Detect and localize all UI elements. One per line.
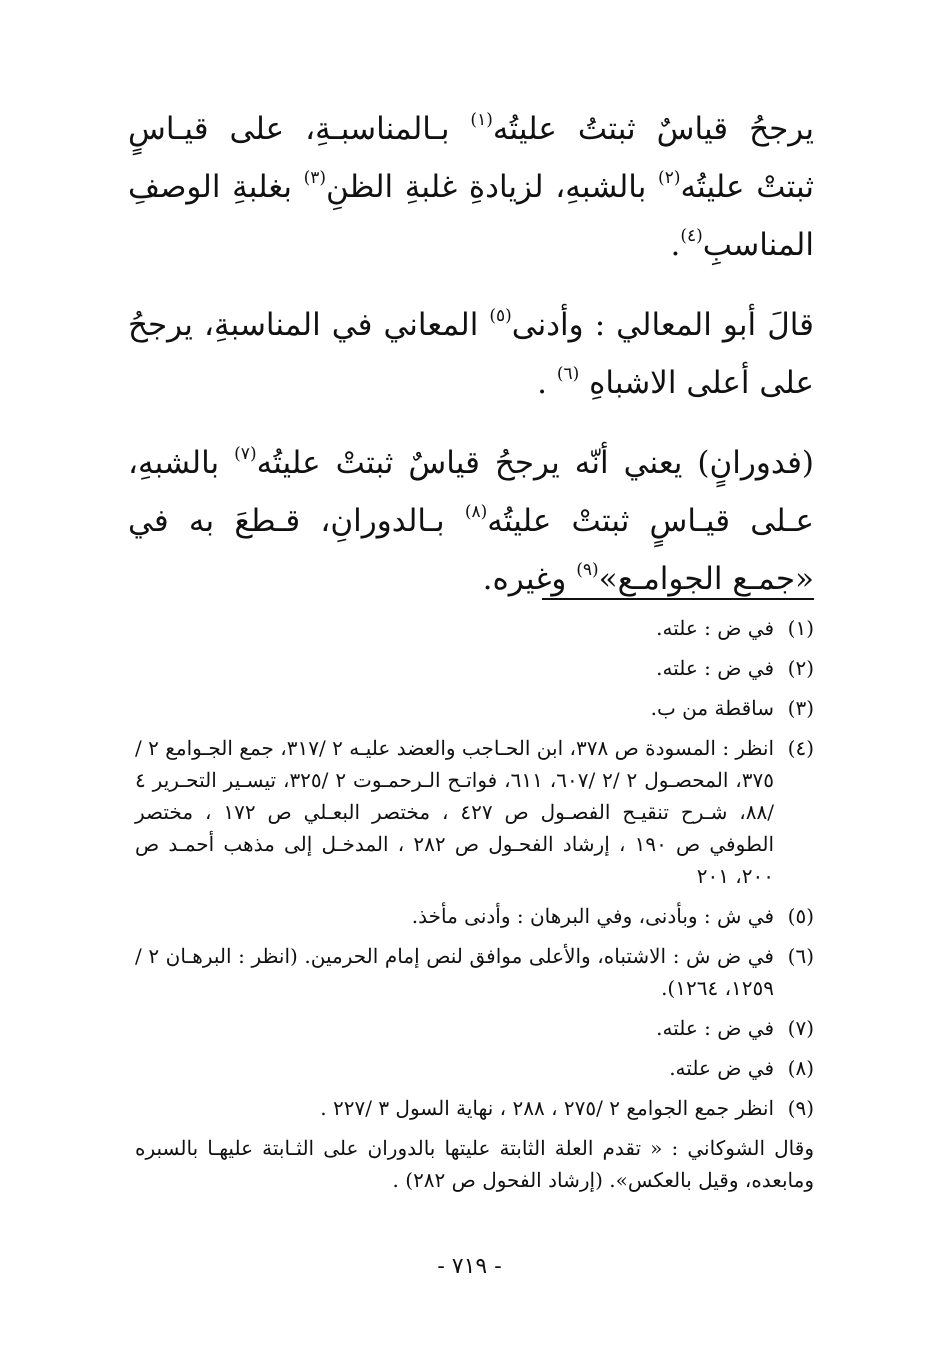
text-run: . — [670, 227, 681, 263]
footnote-number: (٥) — [787, 904, 814, 928]
footnote-ref: (٤) — [680, 225, 703, 246]
main-text — [128, 100, 814, 630]
footnote-text: في ض : علته. — [656, 656, 774, 680]
footnote-item — [135, 1012, 814, 1044]
text-run: المعاني في المناسبةِ، يرجحُ على أعلى الاشباهِ — [128, 307, 814, 401]
text-run: يرجحُ قياسٌ ثبتتُ عليتُه — [492, 111, 814, 147]
footnote-number: (٢) — [787, 656, 814, 680]
footnote-number: (٨) — [787, 1056, 814, 1080]
footnotes-list — [135, 612, 814, 1196]
footnote-ref: (٨) — [464, 501, 488, 522]
footnote-ref: (٣) — [303, 167, 327, 188]
main-paragraph — [128, 296, 814, 412]
footnote-continuation: وقال الشوكاني : « تقدم العلة الثابتة عليتها بالدوران على الثـابتة عليهـا بالسبره ومابعده، وقيل بالعكس». (إرشاد الفحول ص ٢٨٢) . — [135, 1136, 814, 1192]
text-run: بالشبهِ، لزيادةِ غلبةِ الظنِ — [326, 169, 659, 205]
footnote-text: ساقطة من ب. — [650, 696, 774, 720]
footnote-divider — [542, 598, 814, 600]
footnote-item — [135, 692, 814, 724]
footnote-ref: (١) — [470, 109, 493, 130]
footnote-number: (١) — [787, 616, 814, 640]
text-run: . — [537, 365, 557, 401]
footnote-item — [135, 652, 814, 684]
text-run: (فدورانٍ) يعني أنّه يرجحُ قياسٌ ثبتتْ عليتُه — [256, 445, 814, 481]
footnote-item — [135, 940, 814, 1004]
footnote-item — [135, 732, 814, 892]
footnote-ref: (٧) — [234, 443, 257, 464]
page-number: - ٧١٩ - — [437, 1254, 502, 1279]
text-run: قالَ أبو المعالي : وأدنى — [511, 307, 814, 343]
main-paragraph — [128, 434, 814, 608]
footnote-number: (٧) — [787, 1016, 814, 1040]
text-run: بغلبةِ الوصفِ المناسبِ — [128, 169, 814, 263]
footnote-text: انظر : المسودة ص ٣٧٨، ابن الحـاجب والعضد عليـه ٢ /٣١٧، جمع الجـوامع ٢ /٣٧٥، المحصـول ٢ /٢ /٦٠٧، ٦١١، فواتـح الـرحمـوت ٢ /٣٢٥، تيسـير التحـرير ٤ /٨٨، شـرح تنقيـح الفصـول ص ٤٢٧ ، مختصر البعـلي ص ١٧٢ ، مختصر الطوفي ص ١٩٠ ، إرشاد الفحـول ص ٢٨٢ ، المدخـل إلى مذهب أحمـد ص ٢٠٠، ٢٠١ — [135, 736, 775, 888]
footnote-ref: (٦) — [556, 363, 580, 384]
footnote-item — [135, 1052, 814, 1084]
footnote-number: (٣) — [787, 696, 814, 720]
footnote-text: في ض : علته. — [656, 616, 774, 640]
footnote-ref: (٩) — [576, 559, 599, 580]
footnote-number: (٦) — [787, 944, 814, 968]
footnote-number: (٩) — [787, 1096, 814, 1120]
text-run: بـالدورانِ، قـطعَ به في «جمـع الجوامـع» — [128, 503, 814, 597]
footnote-ref: (٥) — [489, 305, 512, 326]
footnote-item — [135, 1092, 814, 1196]
footnote-item — [135, 900, 814, 932]
main-paragraph — [128, 100, 814, 274]
footnote-ref: (٢) — [658, 167, 681, 188]
footnote-text: انظر جمع الجوامع ٢ /٢٧٥ ، ٢٨٨ ، نهاية السول ٣ /٢٢٧ . — [320, 1096, 774, 1120]
footnote-item — [135, 612, 814, 644]
text-run: وغيره. — [482, 561, 577, 597]
footnote-number: (٤) — [787, 736, 814, 760]
footnote-text: في ض علته. — [669, 1056, 774, 1080]
footnote-text: في ش : وبأدنى، وفي البرهان : وأدنى مأخذ. — [411, 904, 774, 928]
text-run: بـالمناسبـةِ، على قيـاسٍ ثبتتْ عليتُه — [128, 111, 814, 205]
footnote-text: في ض ش : الاشتباه، والأعلى موافق لنص إمام الحرمين. (انظر : البرهـان ٢ /١٢٥٩، ١٢٦٤). — [135, 944, 774, 1000]
text-run: بالشبهِ، عـلى قيـاسٍ ثبتتْ عليتُه — [128, 445, 814, 539]
footnote-text: في ض : علته. — [656, 1016, 774, 1040]
